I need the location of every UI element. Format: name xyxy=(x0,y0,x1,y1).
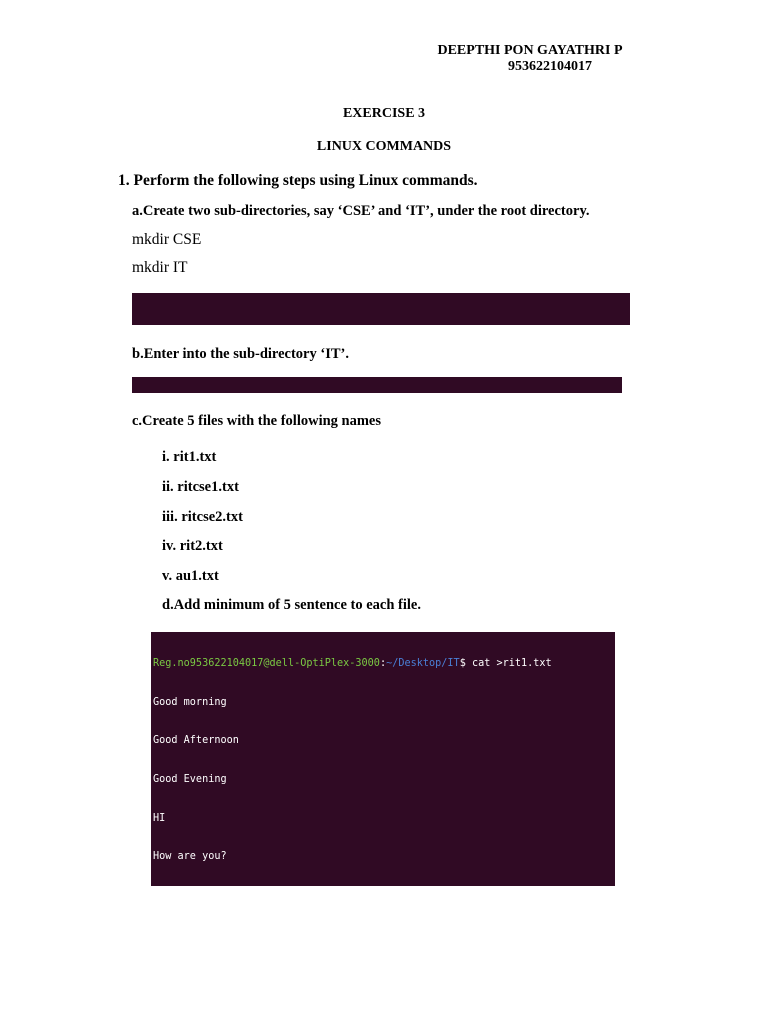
terminal-output-line: HI xyxy=(153,812,166,824)
terminal-screenshot-a xyxy=(132,293,630,325)
exercise-title: EXERCISE 3 xyxy=(342,106,426,121)
file-list-item: i. rit1.txt xyxy=(162,449,217,465)
command-mkdir-it: mkdir IT xyxy=(132,259,188,276)
terminal-screenshot-c xyxy=(151,632,615,886)
step-c-heading: c.Create 5 files with the following names xyxy=(132,413,382,429)
terminal-output-line: How are you? xyxy=(153,851,227,863)
author-name: DEEPTHI PON GAYATHRI P xyxy=(437,43,623,58)
file-list-item: iii. ritcse2.txt xyxy=(162,509,243,525)
terminal-output-line: Good Evening xyxy=(153,773,227,785)
terminal-screenshot-b xyxy=(132,377,622,393)
terminal-output-line: Good Afternoon xyxy=(153,735,239,747)
file-list-item: ii. ritcse1.txt xyxy=(162,479,239,495)
step-b-heading: b.Enter into the sub-directory ‘IT’. xyxy=(132,346,349,362)
command-mkdir-cse: mkdir CSE xyxy=(132,231,202,248)
topic-title: LINUX COMMANDS xyxy=(316,139,452,154)
prompt-colon: : xyxy=(379,657,387,669)
step-a-heading: a.Create two sub-directories, say ‘CSE’ and ‘IT’, under the root directory. xyxy=(132,203,590,219)
file-list-item: iv. rit2.txt xyxy=(162,538,223,554)
file-list-item: v. au1.txt xyxy=(162,568,219,584)
author-block xyxy=(410,43,650,75)
register-number: 953622104017 xyxy=(508,59,592,74)
question-1: 1. Perform the following steps using Linux commands. xyxy=(118,172,478,189)
prompt-command: $ cat >rit1.txt xyxy=(459,657,552,669)
terminal-output-line: Good morning xyxy=(153,696,227,708)
terminal-line xyxy=(151,658,615,671)
prompt-path: ~/Desktop/IT xyxy=(386,657,460,669)
prompt-user: Reg.no953622104017@dell-OptiPlex-3000 xyxy=(153,657,380,669)
step-d-heading: d.Add minimum of 5 sentence to each file. xyxy=(162,597,421,613)
